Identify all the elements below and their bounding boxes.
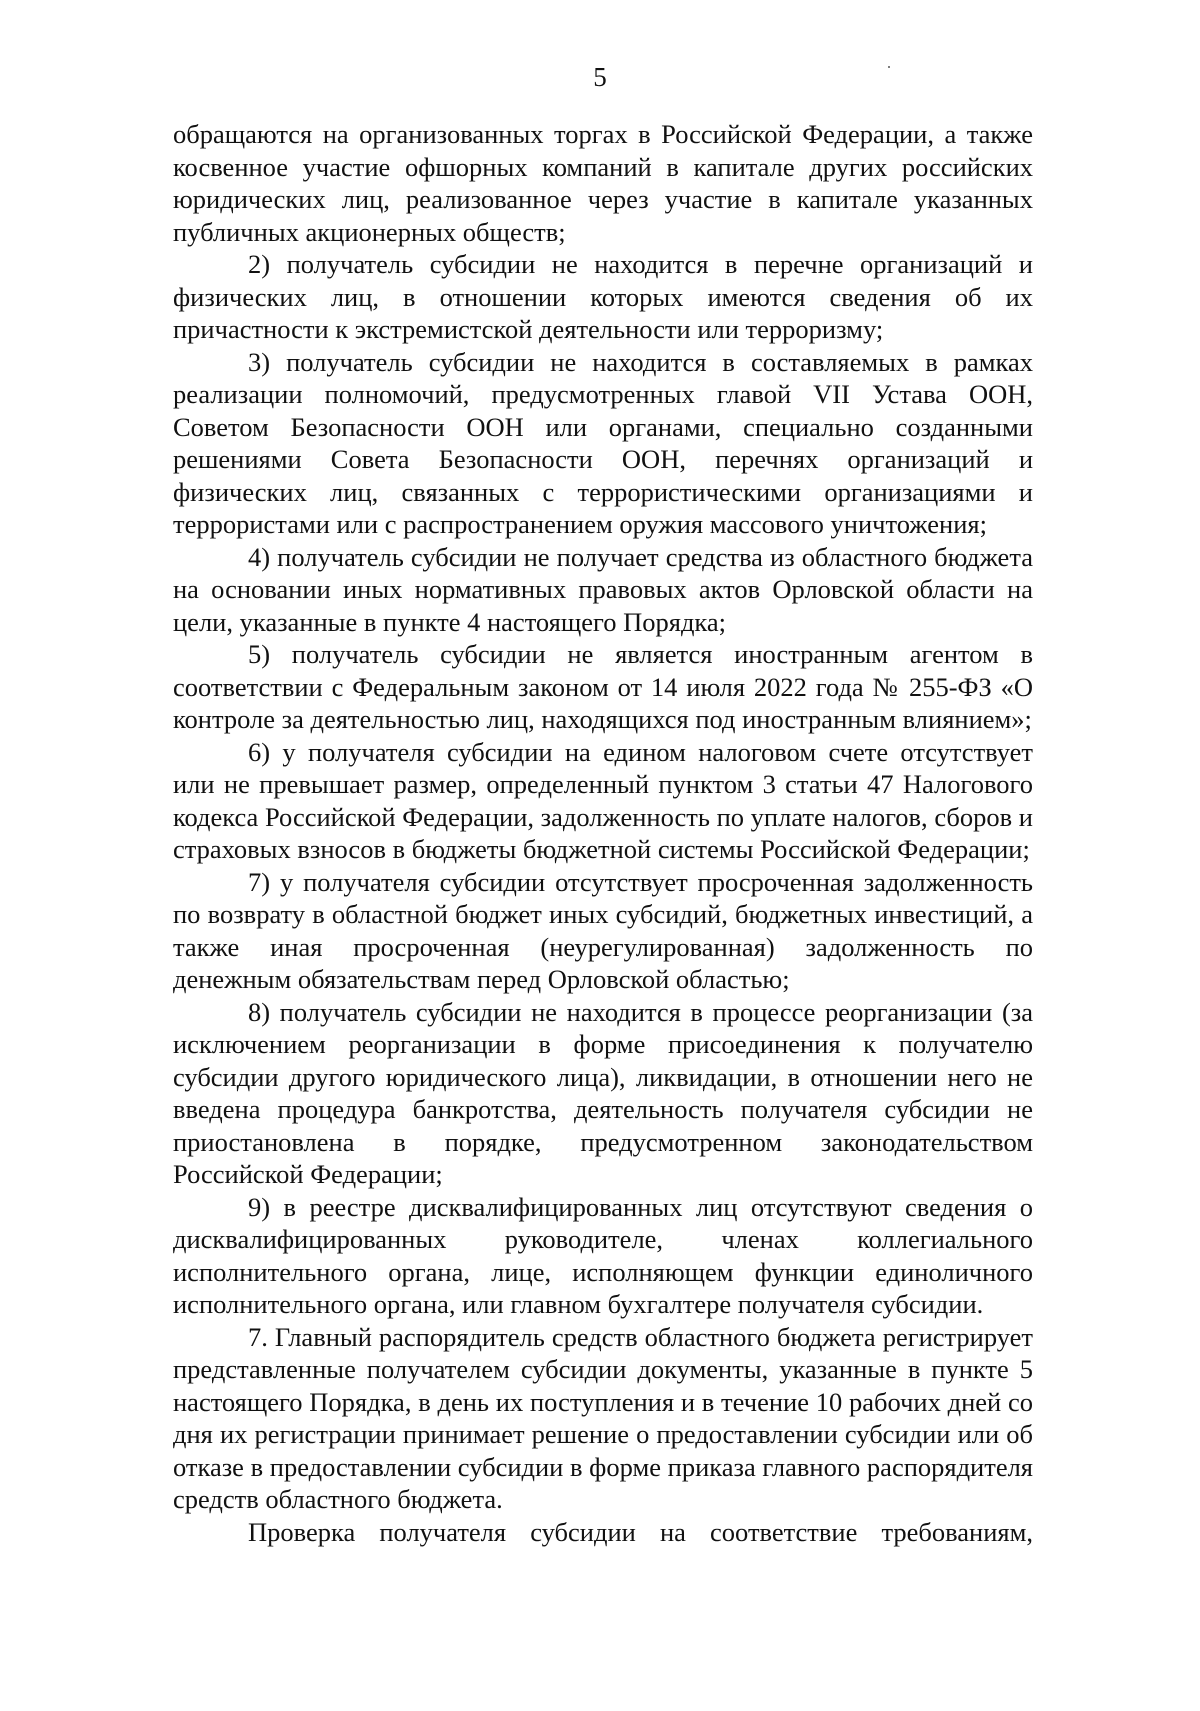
paragraph-item-7: 7) у получателя субсидии отсутствует просроченная задолженность по возврату в областной бюджет иных субсидий, бюджетных инвестиций, а также иная просроченная (неурегулированная) задолженность по денежным обязательствам перед Орловской областью; [173,866,1033,994]
paragraph-item-8: 8) получатель субсидии не находится в процессе реорганизации (за исключением реорганизации в форме присоединения к получателю субсидии другого юридического лица), ликвидации, в отношении него не введена процедура банкротства, деятельность получателя субсидии не приостановлена в порядке, предусмотренном законодательством Российской Федерации; [173,996,1033,1189]
paragraph-item-5: 5) получатель субсидии не является иностранным агентом в соответствии с Федеральным законом от 14 июля 2022 года № 255-ФЗ «О контроле за деятельностью лиц, находящихся под иностранным влиянием»; [173,639,1033,734]
paragraph-continuation: обращаются на организованных торгах в Российской Федерации, а также косвенное участие офшорных компаний в капитале других российских юридических лиц, реализованное через участие в капитале указанных публичных акционерных обществ; [173,119,1033,247]
paragraph-item-4: 4) получатель субсидии не получает средства из областного бюджета на основании иных нормативных правовых актов Орловской области на цели, указанные в пункте 4 настоящего Порядка; [173,541,1033,637]
paragraph-item-2: 2) получатель субсидии не находится в перечне организаций и физических лиц, в отношении которых имеются сведения об их причастности к экстремистской деятельности или терроризму; [173,249,1033,344]
paragraph-section-7: 7. Главный распорядитель средств областного бюджета регистрирует представленные получателем субсидии документы, указанные в пункте 5 настоящего Порядка, в день их поступления и в течение 10 рабочих дней со дня их регистрации принимает решение о предоставлении субсидии или об отказе в предоставлении субсидии в форме приказа главного распорядителя средств областного бюджета. [173,1321,1033,1514]
document-body [173,118,1033,1548]
paragraph-verification: Проверка получателя субсидии на соответствие требованиям, [248,1516,1033,1547]
paragraph-item-9: 9) в реестре дисквалифицированных лиц отсутствуют сведения о дисквалифицированных руководителе, членах коллегиального исполнительного органа, лице, исполняющем функции единоличного исполнительного органа, или главном бухгалтере получателя субсидии. [173,1191,1033,1319]
paragraph-item-6: 6) у получателя субсидии на едином налоговом счете отсутствует или не превышает размер, определенный пунктом 3 статьи 47 Налогового кодекса Российской Федерации, задолженность по уплате налогов, сборов и страховых взносов в бюджеты бюджетной системы Российской Федерации; [173,736,1033,864]
paragraph-item-3: 3) получатель субсидии не находится в составляемых в рамках реализации полномочий, предусмотренных главой VII Устава ООН, Советом Безопасности ООН или органами, специально созданными решениями Совета Безопасности ООН, перечнях организаций и физических лиц, связанных с террористическими организациями и террористами или с распространением оружия массового уничтожения; [173,346,1033,539]
scan-speck [888,66,890,68]
page-number: 5 [593,62,607,92]
